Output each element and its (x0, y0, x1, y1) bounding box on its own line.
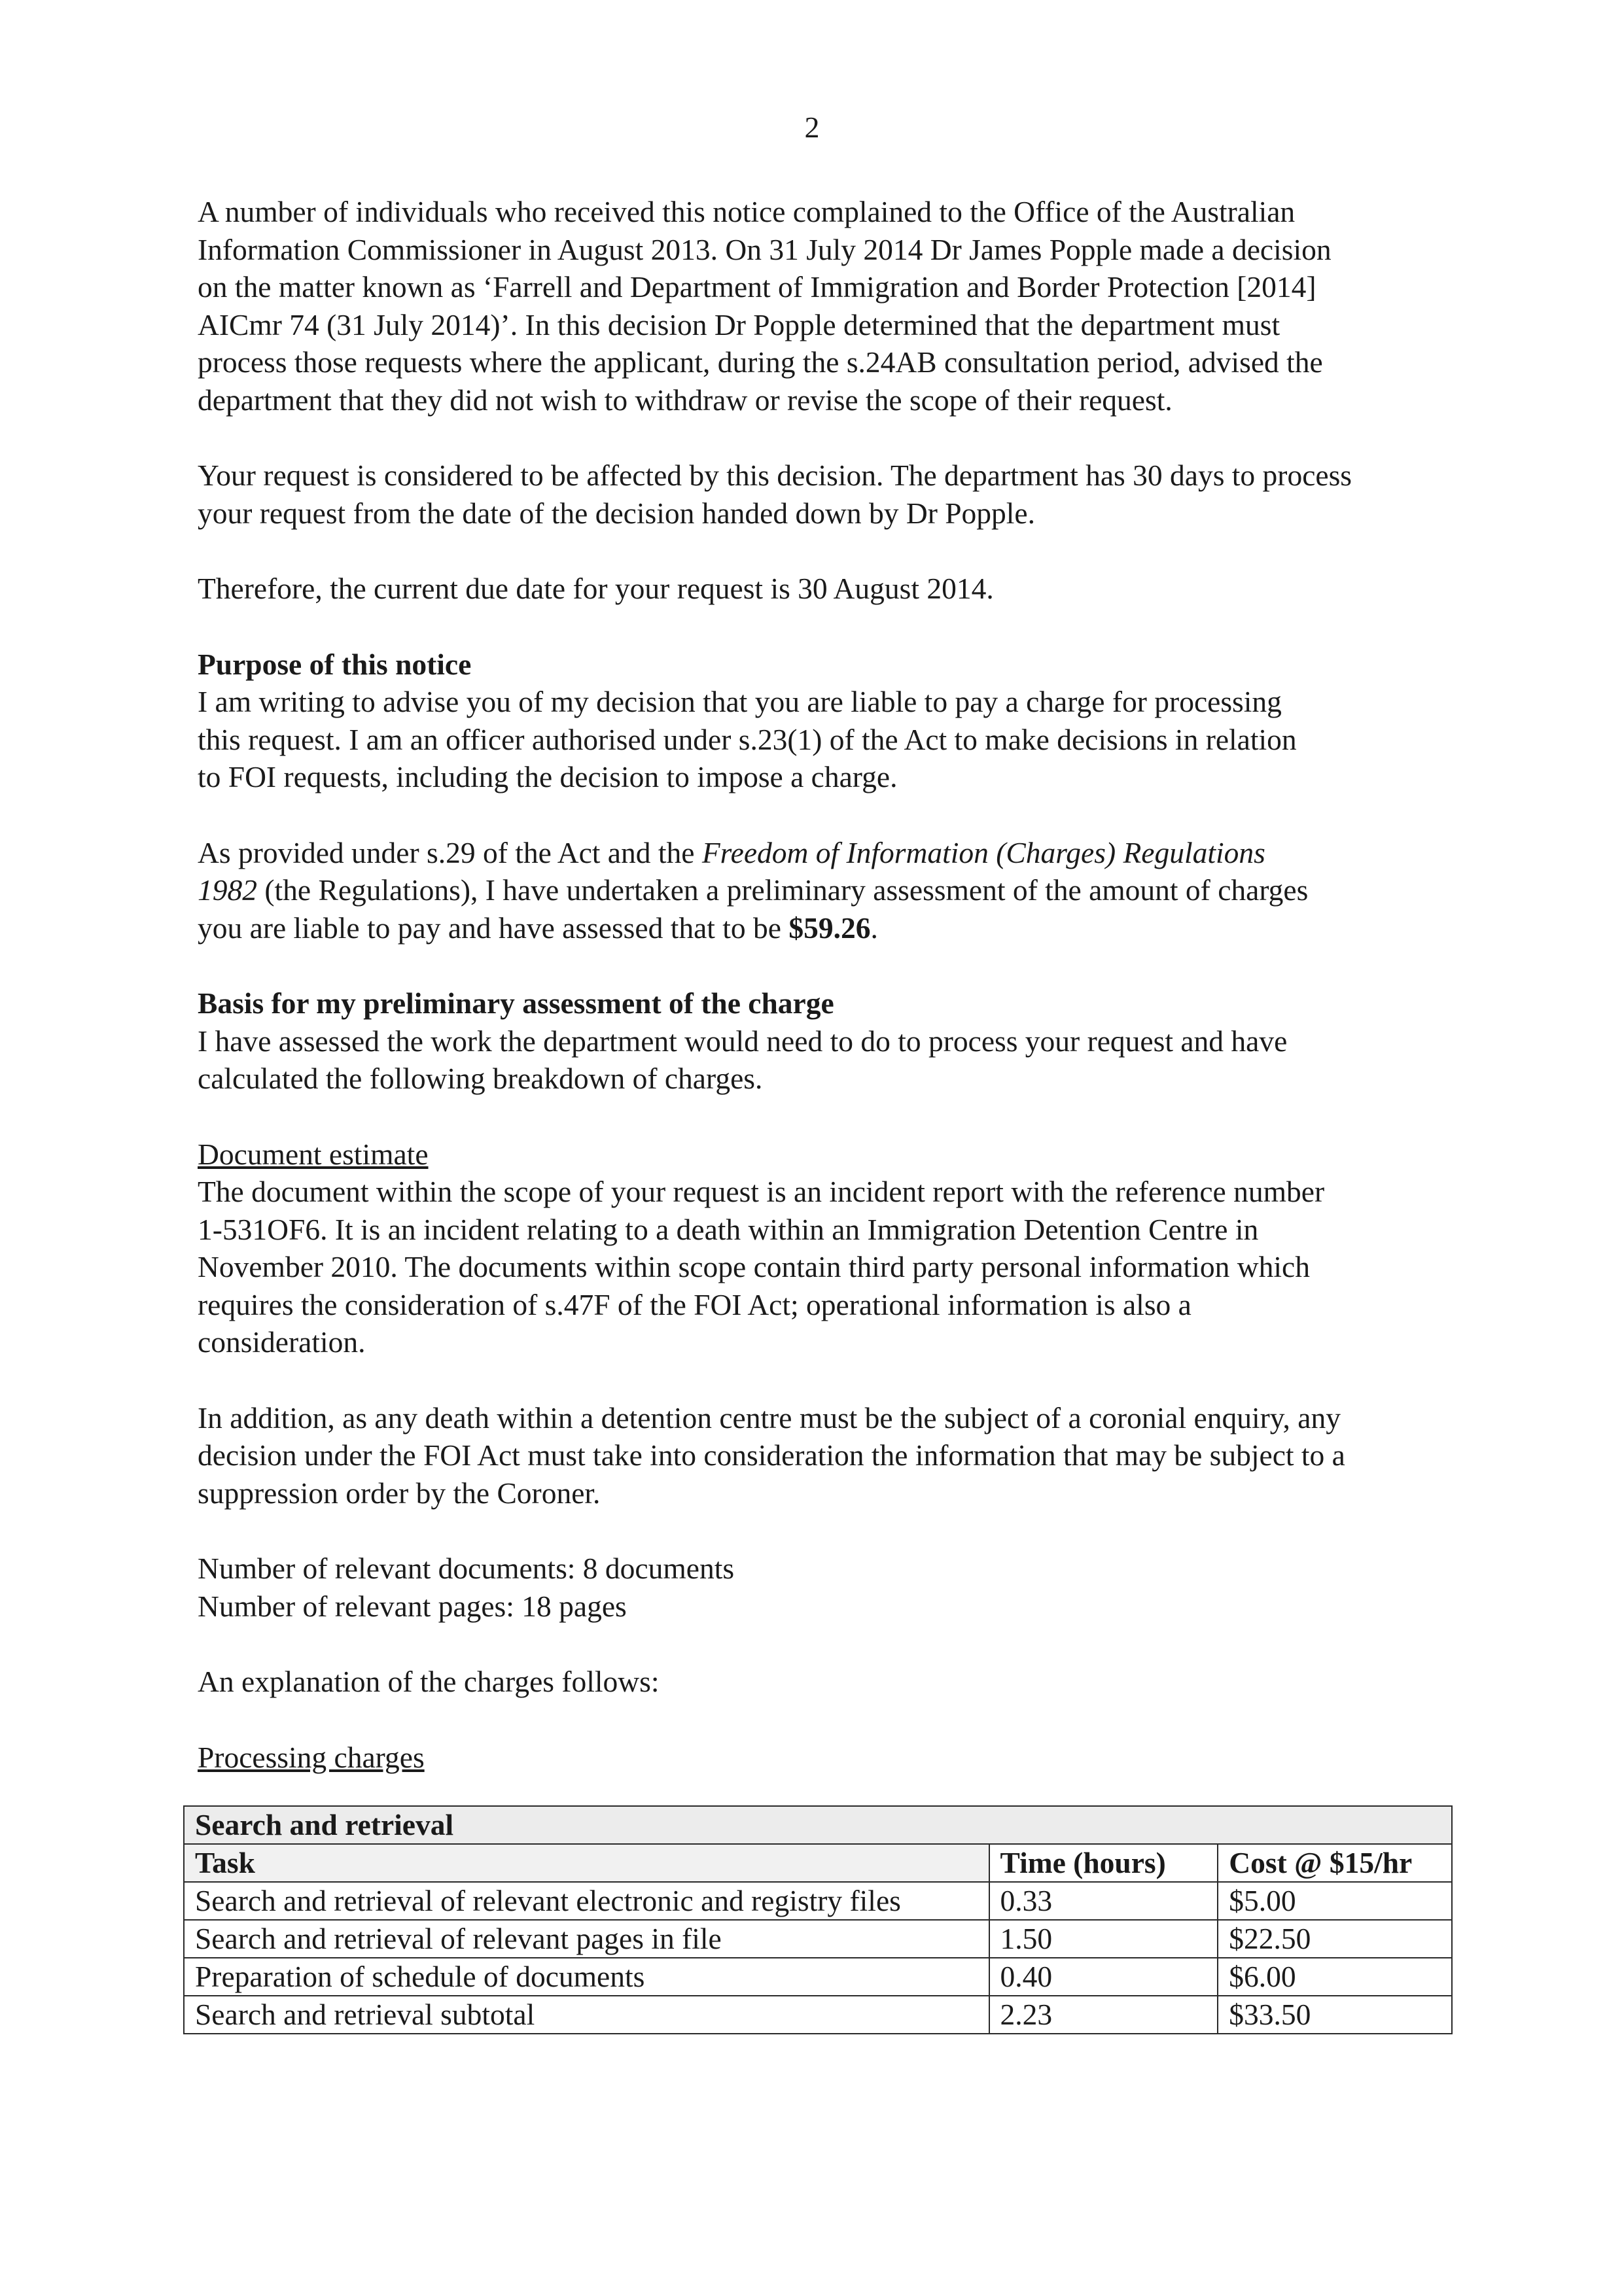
intro-paragraph (198, 193, 1480, 419)
table-title: Search and retrieval (184, 1806, 1452, 1844)
subheading-processing-charges: Processing charges (198, 1740, 425, 1774)
table-row (184, 1920, 1452, 1958)
text-line (198, 909, 1480, 947)
table-cell-task: Preparation of schedule of documents (184, 1958, 989, 1996)
coronial-paragraph (198, 1399, 1480, 1512)
purpose-section (198, 646, 1480, 796)
text-line: process those requests where the applicant, during the s.24AB consultation period, advised the (198, 345, 1323, 379)
text-line: Your request is considered to be affected by this decision. The department has 30 days to process (198, 459, 1352, 492)
subheading-document-estimate: Document estimate (198, 1137, 429, 1171)
text-fragment: . (870, 911, 878, 945)
table-cell-task: Search and retrieval of relevant electronic and registry files (184, 1882, 989, 1920)
section-heading-purpose: Purpose of this notice (198, 647, 472, 681)
provided-paragraph (198, 834, 1480, 947)
due-date-paragraph: Therefore, the current due date for your request is 30 August 2014. (198, 572, 994, 605)
text-line: suppression order by the Coroner. (198, 1476, 601, 1510)
table-cell-time: 0.40 (989, 1958, 1218, 1996)
text-line: The document within the scope of your request is an incident report with the reference number (198, 1175, 1325, 1208)
text-line: department that they did not wish to withdraw or revise the scope of their request. (198, 383, 1173, 417)
table-row-subtotal (184, 1996, 1452, 2034)
text-line: on the matter known as ‘Farrell and Department of Immigration and Border Protection [2014] (198, 270, 1316, 304)
text-line: AICmr 74 (31 July 2014)’. In this decision Dr Popple determined that the department must (198, 307, 1280, 341)
page-count: Number of relevant pages: 18 pages (198, 1589, 627, 1623)
table-cell-task: Search and retrieval of relevant pages in file (184, 1920, 989, 1958)
document-count: Number of relevant documents: 8 documents (198, 1552, 735, 1585)
column-header-time: Time (hours) (989, 1844, 1218, 1882)
table-cell-cost: $5.00 (1218, 1882, 1452, 1920)
section-heading-basis: Basis for my preliminary assessment of the charge (198, 986, 834, 1020)
document-estimate-section (198, 1136, 1480, 1361)
table-header-row (184, 1844, 1452, 1882)
text-fragment: you are liable to pay and have assessed that to be (198, 911, 789, 945)
charges-table (183, 1805, 1453, 2034)
text-line: I have assessed the work the department would need to do to process your request and have (198, 1024, 1288, 1058)
regulations-title: Freedom of Information (Charges) Regulations (701, 835, 1265, 869)
table-row (184, 1882, 1452, 1920)
column-header-task: Task (184, 1844, 989, 1882)
affected-paragraph (198, 457, 1480, 532)
table-cell-cost: $33.50 (1218, 1996, 1452, 2034)
text-line: consideration. (198, 1325, 366, 1359)
table-row (184, 1958, 1452, 1996)
table-title-row (184, 1806, 1452, 1844)
column-header-cost: Cost @ $15/hr (1218, 1844, 1452, 1882)
text-line: A number of individuals who received this notice complained to the Office of the Australian (198, 195, 1296, 228)
text-line: to FOI requests, including the decision to impose a charge. (198, 760, 898, 793)
table-cell-cost: $6.00 (1218, 1958, 1452, 1996)
text-line (198, 871, 1480, 909)
text-line: November 2010. The documents within scope contain third party personal information which (198, 1250, 1310, 1283)
text-line: I am writing to advise you of my decision that you are liable to pay a charge for processing (198, 685, 1282, 718)
table-cell-cost: $22.50 (1218, 1920, 1452, 1958)
text-fragment: (the Regulations), I have undertaken a preliminary assessment of the amount of charges (257, 873, 1309, 907)
text-line: decision under the FOI Act must take into consideration the information that may be subject to a (198, 1438, 1345, 1472)
table-cell-task: Search and retrieval subtotal (184, 1996, 989, 2034)
text-line: requires the consideration of s.47F of the FOI Act; operational information is also a (198, 1287, 1192, 1321)
text-line: your request from the date of the decision handed down by Dr Popple. (198, 496, 1035, 530)
explanation-line: An explanation of the charges follows: (198, 1665, 660, 1698)
text-fragment: As provided under s.29 of the Act and the (198, 835, 702, 869)
text-line: In addition, as any death within a detention centre must be the subject of a coronial enquiry, any (198, 1400, 1341, 1435)
text-line: Information Commissioner in August 2013. On 31 July 2014 Dr James Popple made a decision (198, 232, 1332, 266)
counts-paragraph (198, 1550, 1480, 1625)
table-cell-time: 1.50 (989, 1920, 1218, 1958)
regulations-year: 1982 (198, 873, 257, 907)
text-line: 1-531OF6. It is an incident relating to a death within an Immigration Detention Centre in (198, 1212, 1259, 1246)
basis-section (198, 984, 1480, 1098)
text-line: this request. I am an officer authorised under s.23(1) of the Act to make decisions in relation (198, 722, 1297, 756)
page-number: 2 (804, 111, 820, 144)
text-line (198, 834, 1480, 872)
text-line: calculated the following breakdown of charges. (198, 1062, 763, 1095)
table-cell-time: 2.23 (989, 1996, 1218, 2034)
letter-body (198, 193, 1480, 1776)
table-cell-time: 0.33 (989, 1882, 1218, 1920)
charge-amount: $59.26 (788, 911, 871, 945)
